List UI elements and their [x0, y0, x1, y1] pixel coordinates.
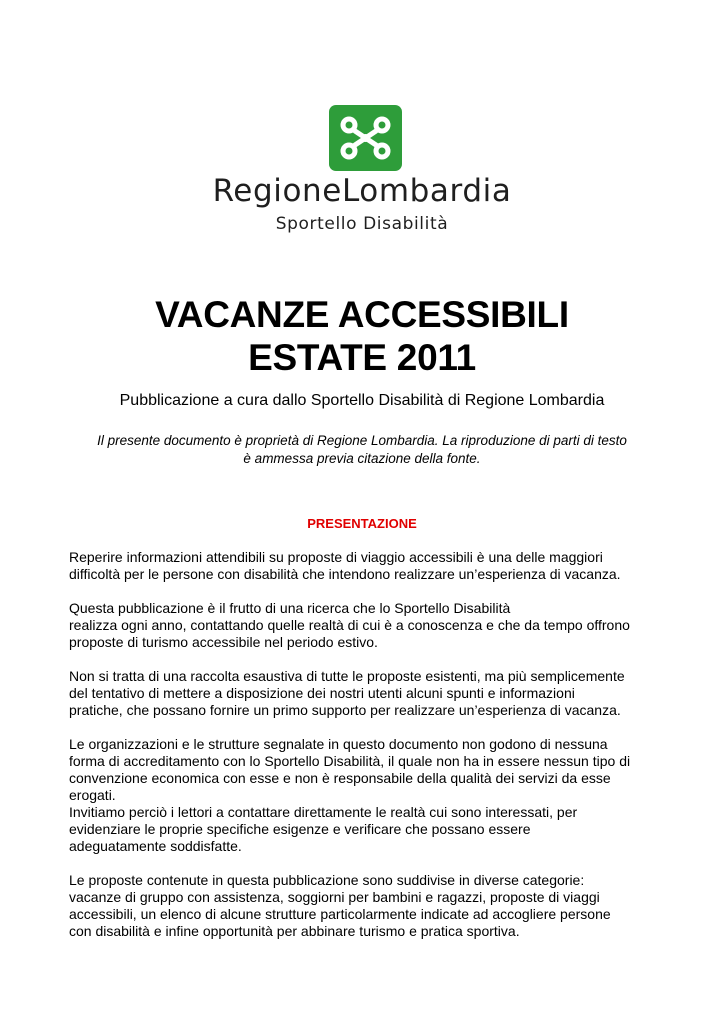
text-line: accessibili, un elenco di alcune strutture particolarmente indicate ad accogliere persone — [69, 906, 611, 922]
text-line: Non si tratta di una raccolta esaustiva di tutte le proposte esistenti, ma più semplicemente — [69, 668, 625, 684]
text-line: realizza ogni anno, contattando quelle realtà di cui è a conoscenza e che da tempo offrono — [69, 617, 630, 633]
body-text — [69, 549, 669, 957]
text-line: proposte di turismo accessibile nel periodo estivo. — [69, 634, 378, 650]
paragraph — [69, 872, 669, 940]
text-line: pratiche, che possano fornire un primo supporto per realizzare un’esperienza di vacanza. — [69, 702, 621, 718]
paragraph — [69, 549, 669, 583]
lombardia-rose-icon — [329, 105, 402, 171]
section-heading: PRESENTAZIONE — [307, 516, 417, 531]
notice-line: è ammessa previa citazione della fonte. — [243, 451, 481, 466]
text-line: adeguatamente soddisfatte. — [69, 838, 242, 854]
text-line: evidenziare le proprie specifiche esigenze e verificare che possano essere — [69, 821, 531, 837]
text-line: Reperire informazioni attendibili su proposte di viaggio accessibili è una delle maggiori — [69, 549, 603, 565]
logo-subtitle: Sportello Disabilità — [275, 214, 449, 234]
paragraph — [69, 736, 669, 855]
paragraph — [69, 668, 669, 719]
text-line: Questa pubblicazione è il frutto di una ricerca che lo Sportello Disabilità — [69, 600, 511, 616]
notice-line: Il presente documento è proprietà di Regione Lombardia. La riproduzione di parti di testo — [97, 433, 627, 448]
text-line: erogati. — [69, 787, 116, 803]
logo-emblem — [329, 105, 402, 171]
publication-subtitle: Pubblicazione a cura dallo Sportello Disabilità di Regione Lombardia — [119, 392, 605, 409]
text-line: con disabilità e infine opportunità per abbinare turismo e pratica sportiva. — [69, 923, 520, 939]
text-line: vacanze di gruppo con assistenza, soggiorni per bambini e ragazzi, proposte di viaggi — [69, 889, 600, 905]
text-line: convenzione economica con esse e non è responsabile della qualità dei servizi da esse — [69, 770, 611, 786]
logo-name: RegioneLombardia — [212, 173, 512, 209]
text-line: forma di accreditamento con lo Sportello Disabilità, il quale non ha in essere nessun tipo di — [69, 753, 631, 769]
copyright-notice — [80, 432, 644, 468]
text-line: difficoltà per le persone con disabilità che intendono realizzare un’esperienza di vacanza. — [69, 566, 621, 582]
text-line: Le organizzazioni e le strutture segnalate in questo documento non godono di nessuna — [69, 736, 608, 752]
text-line: Invitiamo perciò i lettori a contattare direttamente le realtà cui sono interessati, per — [69, 804, 578, 820]
document-title-line-1: VACANZE ACCESSIBILI — [155, 294, 569, 335]
document-title-line-2: ESTATE 2011 — [248, 337, 476, 378]
paragraph — [69, 600, 669, 651]
text-line: Le proposte contenute in questa pubblicazione sono suddivise in diverse categorie: — [69, 872, 585, 888]
text-line: del tentativo di mettere a disposizione dei nostri utenti alcuni spunti e informazioni — [69, 685, 575, 701]
